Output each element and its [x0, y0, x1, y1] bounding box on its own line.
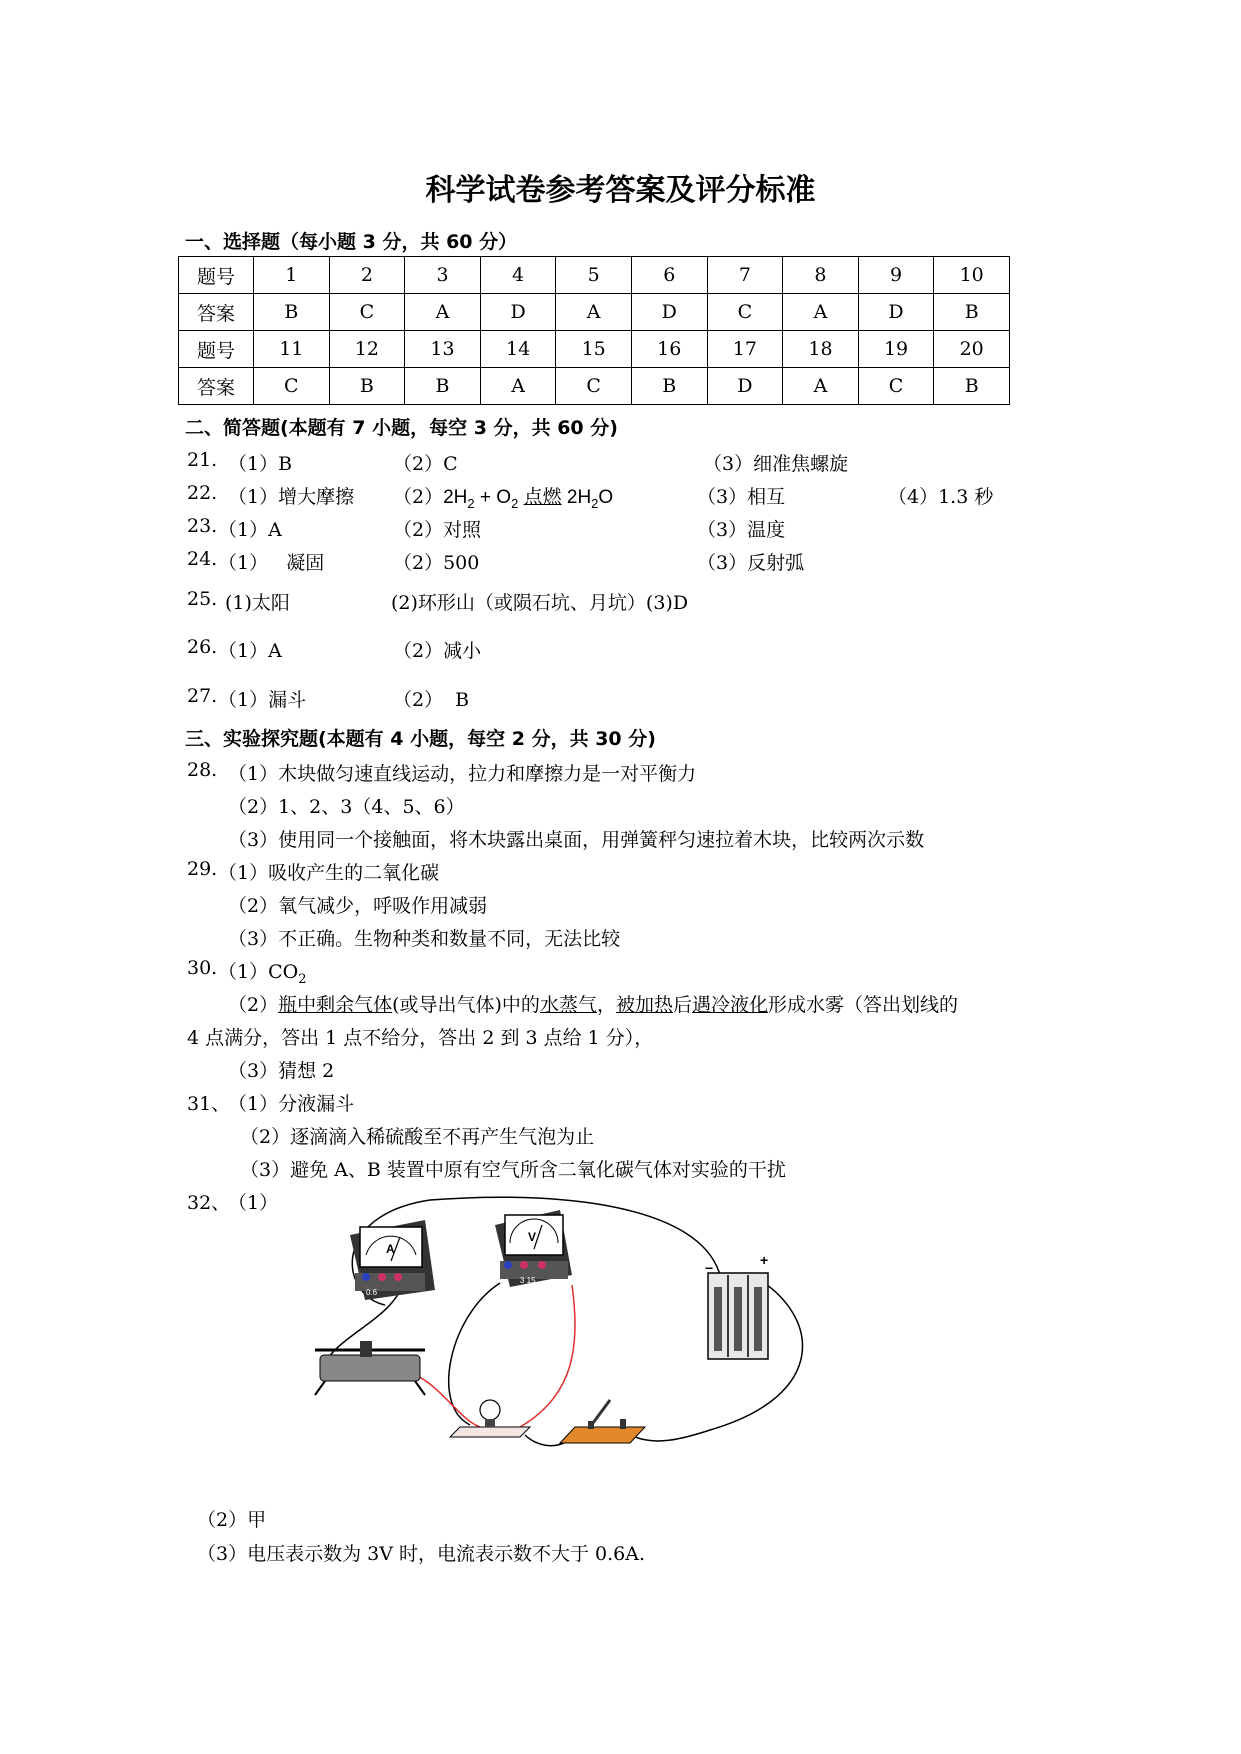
q32-answer-1: （1） — [228, 1192, 279, 1214]
table-cell: 1 — [254, 257, 330, 294]
q24-answer-3: （3）反射弧 — [697, 552, 805, 574]
table-cell: 18 — [783, 331, 859, 368]
q28-answer-3: （3）使用同一个接触面，将木块露出桌面，用弹簧秤匀速拉着木块，比较两次示数 — [228, 829, 925, 851]
table-cell: 19 — [858, 331, 934, 368]
q31-number: 31、 — [187, 1093, 231, 1115]
table-cell: C — [858, 368, 934, 405]
table-cell: 答案 — [179, 294, 254, 331]
q28-answer-2: （2）1、2、3（4、5、6） — [228, 796, 465, 818]
table-row — [179, 331, 1010, 368]
voltmeter-letter: V — [528, 1230, 537, 1244]
table-cell: B — [405, 368, 481, 405]
table-cell: D — [631, 294, 707, 331]
q29-number: 29. — [187, 858, 218, 880]
answer-table — [178, 256, 1010, 405]
rheostat-red-wire — [415, 1375, 480, 1427]
reaction-condition: 点燃 — [523, 487, 562, 508]
table-cell: 17 — [707, 331, 783, 368]
section3-heading: 三、实验探究题(本题有 4 小题，每空 2 分，共 30 分) — [185, 728, 656, 750]
q22-answer-2-prefix: （2） — [393, 486, 444, 508]
table-cell: B — [934, 294, 1010, 331]
table-cell: 6 — [631, 257, 707, 294]
table-cell: 7 — [707, 257, 783, 294]
q30-answer-1-subscript: 2 — [298, 971, 307, 987]
q28-answer-1: （1）木块做匀速直线运动，拉力和摩擦力是一对平衡力 — [228, 763, 697, 785]
q22-answer-2 — [393, 482, 613, 511]
ammeter-letter: A — [386, 1242, 395, 1256]
table-cell: 15 — [556, 331, 632, 368]
q24-number: 24. — [187, 548, 218, 570]
section1-heading: 一、选择题（每小题 3 分，共 60 分） — [185, 231, 518, 253]
q24-answer-2: （2）500 — [393, 552, 480, 574]
table-cell: 16 — [631, 331, 707, 368]
q22-answer-3: （3）相互 — [697, 486, 786, 508]
table-cell: D — [707, 368, 783, 405]
table-cell: 8 — [783, 257, 859, 294]
answer-text: 后 — [672, 994, 692, 1016]
underlined-keypoint: 遇冷液化 — [692, 994, 769, 1016]
table-cell: C — [556, 368, 632, 405]
q23-answer-2: （2）对照 — [393, 519, 482, 541]
q30-answer-1 — [218, 957, 306, 987]
table-row — [179, 257, 1010, 294]
table-cell: 题号 — [179, 257, 254, 294]
table-cell: 13 — [405, 331, 481, 368]
q21-number: 21. — [187, 449, 218, 471]
table-cell: 14 — [480, 331, 556, 368]
q32-answer-3: （3）电压表示数为 3V 时，电流表示数不大于 0.6A. — [197, 1543, 645, 1565]
table-cell: A — [556, 294, 632, 331]
q22-answer-4: （4）1.3 秒 — [888, 486, 994, 508]
table-cell: C — [254, 368, 330, 405]
q32-answer-2: （2）甲 — [197, 1509, 267, 1531]
q30-answer-3: （3）猜想 2 — [228, 1060, 335, 1082]
q26-number: 26. — [187, 636, 218, 658]
voltmeter-terminal-label: 3 15 — [520, 1276, 536, 1285]
rheostat — [315, 1341, 425, 1395]
table-cell: B — [631, 368, 707, 405]
q23-answer-1: （1）A — [218, 519, 282, 541]
table-cell: A — [480, 368, 556, 405]
q28-number: 28. — [187, 759, 218, 781]
answer-text: (或导出气体)中的 — [392, 994, 540, 1016]
q30-answer-2 — [228, 990, 958, 1017]
q31-answer-1: （1）分液漏斗 — [228, 1093, 355, 1115]
underlined-keypoint: 水蒸气 — [539, 994, 597, 1016]
q22-number: 22. — [187, 482, 218, 504]
q21-answer-2: （2）C — [393, 453, 458, 475]
answer-text: 形成水雾（答出划线的 — [768, 994, 959, 1016]
table-cell: A — [405, 294, 481, 331]
underlined-keypoint: 被加热 — [615, 994, 673, 1016]
table-cell: 2 — [329, 257, 405, 294]
section2-heading: 二、简答题(本题有 7 小题，每空 3 分，共 60 分) — [185, 417, 618, 439]
answer-text: （2） — [228, 994, 279, 1016]
table-cell: 5 — [556, 257, 632, 294]
table-cell: B — [254, 294, 330, 331]
underlined-keypoint: 瓶中剩余气体 — [278, 994, 393, 1016]
svg-text:+: + — [760, 1252, 769, 1268]
table-cell: 12 — [329, 331, 405, 368]
q29-answer-1: （1）吸收产生的二氧化碳 — [218, 862, 440, 884]
circuit-diagram — [310, 1195, 850, 1455]
table-cell: 9 — [858, 257, 934, 294]
q29-answer-2: （2）氧气减少，呼吸作用减弱 — [228, 895, 488, 917]
table-row — [179, 368, 1010, 405]
q27-number: 27. — [187, 685, 218, 707]
chemical-equation: $2H_2 + O_2$ 点燃 $2H_2O$ — [443, 487, 614, 511]
q22-answer-1: （1）增大摩擦 — [228, 486, 355, 508]
q32-number: 32、 — [187, 1192, 231, 1214]
q30-answer-1-text: （1）CO — [218, 961, 299, 983]
q30-number: 30. — [187, 957, 218, 979]
q31-answer-2: （2）逐滴滴入稀硫酸至不再产生气泡为止 — [240, 1126, 595, 1148]
q21-answer-1: （1）B — [228, 453, 293, 475]
q23-number: 23. — [187, 515, 218, 537]
q25-answer-2: (2)环形山（或陨石坑、月坑）(3)D — [391, 592, 689, 614]
battery — [705, 1252, 768, 1359]
q21-answer-3: （3）细准焦螺旋 — [703, 453, 849, 475]
q30-answer-2-continued: 4 点满分，答出 1 点不给分，答出 2 到 3 点给 1 分）， — [187, 1027, 654, 1049]
table-cell: 10 — [934, 257, 1010, 294]
voltmeter — [495, 1210, 572, 1287]
table-cell: C — [707, 294, 783, 331]
table-cell: 4 — [480, 257, 556, 294]
table-cell: C — [329, 294, 405, 331]
ammeter — [350, 1220, 435, 1300]
table-cell: 11 — [254, 331, 330, 368]
table-cell: 题号 — [179, 331, 254, 368]
ammeter-terminal-label: 0.6 — [366, 1288, 378, 1297]
table-cell: 20 — [934, 331, 1010, 368]
q27-answer-2: （2） B — [393, 689, 470, 711]
q31-answer-3: （3）避免 A、B 装置中原有空气所含二氧化碳气体对实验的干扰 — [240, 1159, 786, 1181]
table-row — [179, 294, 1010, 331]
table-cell: B — [329, 368, 405, 405]
q23-answer-3: （3）温度 — [697, 519, 786, 541]
table-cell: D — [480, 294, 556, 331]
q25-number: 25. — [187, 588, 218, 610]
q26-answer-2: （2）减小 — [393, 640, 482, 662]
q25-answer-1: (1)太阳 — [225, 592, 290, 614]
table-cell: D — [858, 294, 934, 331]
voltmeter-red-wire — [520, 1285, 575, 1427]
table-cell: 答案 — [179, 368, 254, 405]
svg-text:−: − — [705, 1260, 714, 1276]
answer-text: ， — [596, 994, 616, 1016]
q26-answer-1: （1）A — [218, 640, 282, 662]
q24-answer-1: （1） 凝固 — [218, 552, 325, 574]
q29-answer-3: （3）不正确。生物种类和数量不同，无法比较 — [228, 928, 621, 950]
page-title: 科学试卷参考答案及评分标准 — [425, 173, 816, 208]
table-cell: A — [783, 294, 859, 331]
q27-answer-1: （1）漏斗 — [218, 689, 307, 711]
table-cell: 3 — [405, 257, 481, 294]
table-cell: A — [783, 368, 859, 405]
switch — [560, 1400, 645, 1443]
table-cell: B — [934, 368, 1010, 405]
